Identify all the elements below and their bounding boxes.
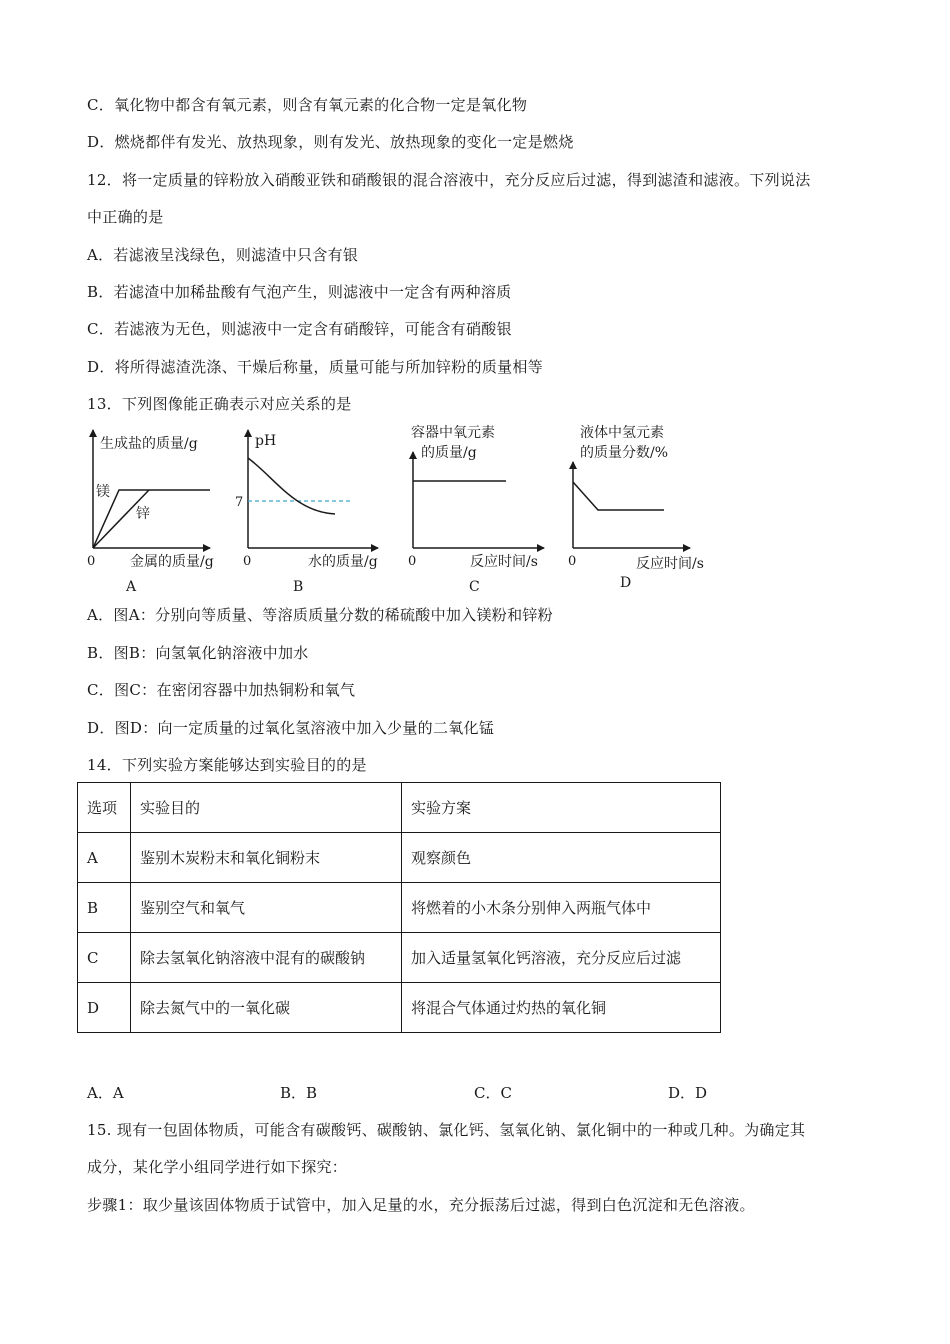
table-header-scheme: 实验方案 xyxy=(402,783,721,833)
graph-a-origin: 0 xyxy=(87,554,96,569)
graph-c-ylabel-line2: 的质量/g xyxy=(421,445,477,461)
table-row xyxy=(78,983,721,1033)
table-header-row xyxy=(78,783,721,833)
q13-option-a: A．图A：分别向等质量、等溶质质量分数的稀硫酸中加入镁粉和锌粉 xyxy=(87,606,553,624)
graph-a-zn-label: 锌 xyxy=(136,506,150,522)
graph-d-origin: 0 xyxy=(568,554,577,569)
graph-c-xlabel: 反应时间/s xyxy=(470,554,538,570)
q11-option-d: D．燃烧都伴有发光、放热现象，则有发光、放热现象的变化一定是燃烧 xyxy=(87,133,574,151)
q15-step1: 步骤1：取少量该固体物质于试管中，加入足量的水，充分振荡后过滤，得到白色沉淀和无色溶液。 xyxy=(87,1196,755,1214)
q12-stem-line2: 中正确的是 xyxy=(87,208,164,226)
graph-a-caption: A xyxy=(126,579,137,595)
q13-option-b: B．图B：向氢氧化钠溶液中加水 xyxy=(87,644,309,662)
q15-stem-line2: 成分，某化学小组同学进行如下探究： xyxy=(87,1158,348,1176)
graph-c-origin: 0 xyxy=(408,554,417,569)
q11-option-c: C．氧化物中都含有氧元素，则含有氧元素的化合物一定是氧化物 xyxy=(87,96,528,114)
graph-d-ylabel-line1: 液体中氢元素 xyxy=(580,425,664,441)
graph-b-tick-7: 7 xyxy=(235,495,244,510)
table-cell-option: C xyxy=(78,933,131,983)
table-header-option: 选项 xyxy=(78,783,131,833)
graph-d-ylabel-line2: 的质量分数/% xyxy=(580,445,669,461)
table-cell-purpose: 鉴别木炭粉末和氧化铜粉末 xyxy=(131,833,402,883)
graph-a xyxy=(87,430,214,595)
q14-experiment-table xyxy=(77,782,721,1033)
table-cell-option: B xyxy=(78,883,131,933)
graph-d-xlabel: 反应时间/s xyxy=(636,556,704,572)
graph-b-ylabel: pH xyxy=(255,433,277,449)
q14-stem: 14．下列实验方案能够达到实验目的的是 xyxy=(87,756,367,774)
table-cell-scheme: 将燃着的小木条分别伸入两瓶气体中 xyxy=(402,883,721,933)
table-cell-scheme: 将混合气体通过灼热的氧化铜 xyxy=(402,983,721,1033)
graph-d xyxy=(568,424,704,591)
table-cell-option: A xyxy=(78,833,131,883)
q12-option-a: A．若滤液呈浅绿色，则滤渣中只含有银 xyxy=(87,246,359,264)
graph-c xyxy=(408,424,544,595)
q15-stem-line1: 15. 现有一包固体物质，可能含有碳酸钙、碳酸钠、氯化钙、氢氧化钠、氯化铜中的一种或几种。为确定其 xyxy=(87,1121,806,1139)
table-cell-scheme: 观察颜色 xyxy=(402,833,721,883)
q12-stem-line1: 12．将一定质量的锌粉放入硝酸亚铁和硝酸银的混合溶液中，充分反应后过滤，得到滤渣和滤液。下列说法 xyxy=(87,171,811,189)
graph-b-xlabel: 水的质量/g xyxy=(308,554,378,570)
table-row xyxy=(78,933,721,983)
q12-option-c: C．若滤液为无色，则滤液中一定含有硝酸锌，可能含有硝酸银 xyxy=(87,320,512,338)
graph-c-ylabel-line1: 容器中氧元素 xyxy=(411,425,495,441)
q14-answer-option-d: D．D xyxy=(668,1084,708,1102)
graph-a-ylabel: 生成盐的质量/g xyxy=(100,436,198,452)
graph-a-xlabel: 金属的质量/g xyxy=(130,554,214,570)
graph-d-line xyxy=(573,482,664,510)
table-header-purpose: 实验目的 xyxy=(131,783,402,833)
q13-stem: 13．下列图像能正确表示对应关系的是 xyxy=(87,395,352,413)
q14-answer-option-c: C．C xyxy=(474,1084,512,1102)
q13-graphs xyxy=(60,420,740,600)
q13-option-d: D．图D：向一定质量的过氧化氢溶液中加入少量的二氧化锰 xyxy=(87,719,495,737)
table-cell-option: D xyxy=(78,983,131,1033)
table-cell-purpose: 除去氮气中的一氧化碳 xyxy=(131,983,402,1033)
graph-b-origin: 0 xyxy=(243,554,252,569)
q13-option-c: C．图C：在密闭容器中加热铜粉和氧气 xyxy=(87,681,356,699)
table-cell-scheme: 加入适量氢氧化钙溶液，充分反应后过滤 xyxy=(402,933,721,983)
graph-a-mg-line xyxy=(93,490,210,548)
q14-answer-option-a: A．A xyxy=(87,1084,124,1102)
graph-c-caption: C xyxy=(469,579,480,595)
q14-answer-option-b: B．B xyxy=(280,1084,318,1102)
graph-b-caption: B xyxy=(293,579,304,595)
graph-d-caption: D xyxy=(620,575,632,591)
graph-b xyxy=(235,430,378,595)
table-row xyxy=(78,833,721,883)
graph-b-curve xyxy=(248,458,335,514)
table-cell-purpose: 鉴别空气和氧气 xyxy=(131,883,402,933)
q12-option-d: D．将所得滤渣洗涤、干燥后称量，质量可能与所加锌粉的质量相等 xyxy=(87,358,544,376)
graph-a-mg-label: 镁 xyxy=(96,484,110,500)
q12-option-b: B．若滤渣中加稀盐酸有气泡产生，则滤液中一定含有两种溶质 xyxy=(87,283,512,301)
table-row xyxy=(78,883,721,933)
table-cell-purpose: 除去氢氧化钠溶液中混有的碳酸钠 xyxy=(131,933,402,983)
